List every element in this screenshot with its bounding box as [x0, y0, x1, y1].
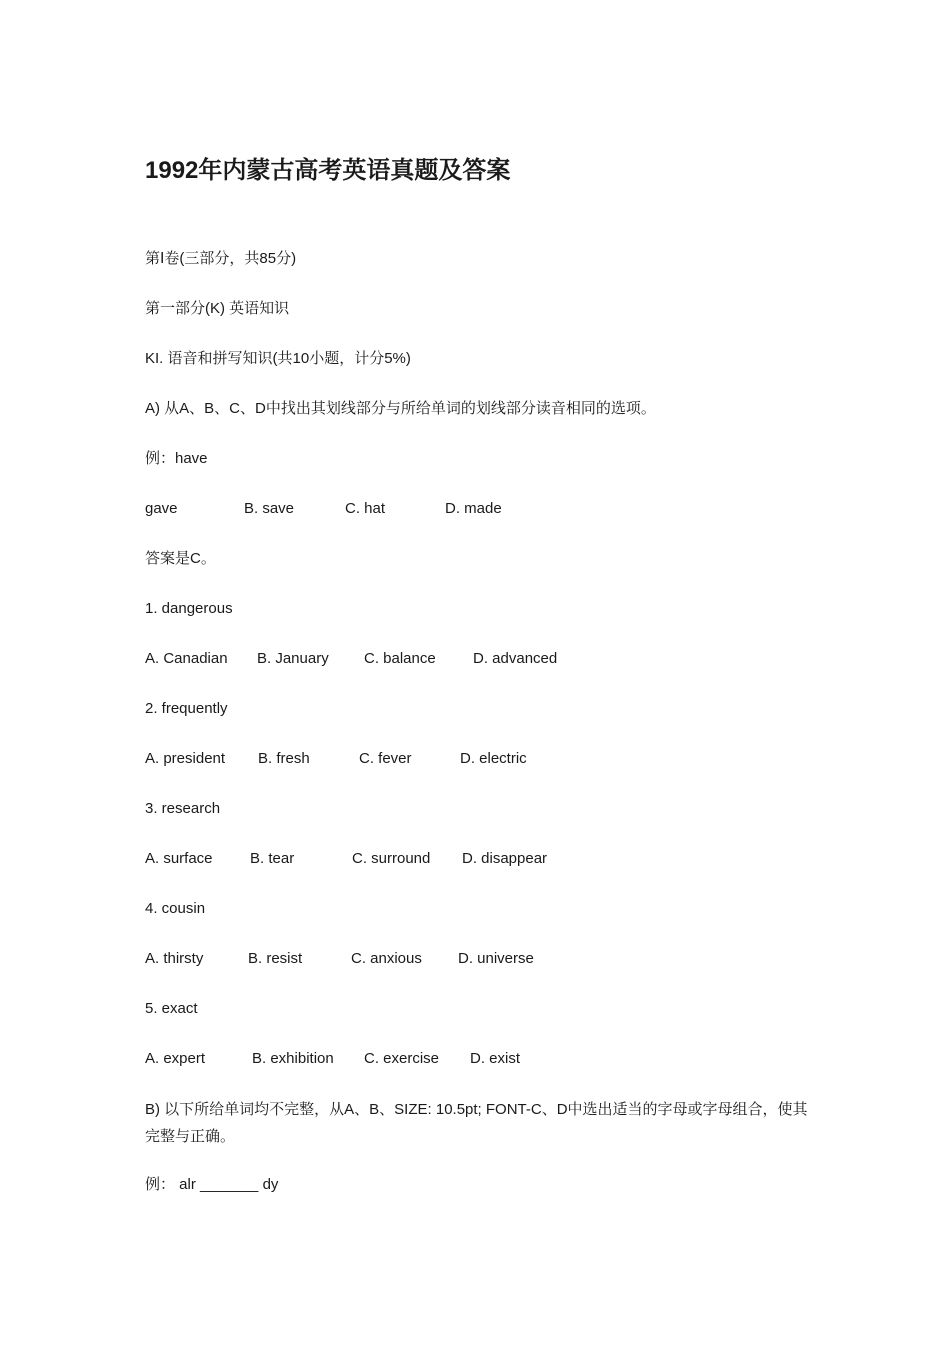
q3-option-b: B. tear [250, 850, 295, 867]
question-5: 5. exact [145, 1000, 198, 1017]
q1-option-d: D. advanced [473, 650, 558, 667]
section-heading: KI. 语音和拼写知识(共10小题，计分5%) [145, 350, 411, 367]
q2-option-d: D. electric [460, 750, 527, 767]
example-option-c: C. hat [345, 500, 386, 517]
q4-option-c: C. anxious [351, 950, 422, 967]
question-4: 4. cousin [145, 900, 206, 917]
q5-option-c: C. exercise [364, 1050, 440, 1067]
q5-option-d: D. exist [470, 1050, 521, 1067]
example-option-b: B. save [244, 500, 295, 517]
volume-heading: 第Ⅰ卷(三部分，共85分) [145, 250, 297, 267]
instruction-b: B) 以下所给单词均不完整，从A、B、SIZE: 10.5pt; FONT-C、D中选出适当的字母或字母组合，使其完整与正确。 [145, 1101, 808, 1145]
example-answer: 答案是C。 [145, 550, 216, 567]
q2-option-c: C. fever [359, 750, 412, 767]
page-title: 1992年内蒙古高考英语真题及答案 [145, 157, 511, 184]
instruction-a: A) 从A、B、C、D中找出其划线部分与所给单词的划线部分读音相同的选项。 [145, 400, 656, 417]
example-option-a: gave [145, 500, 178, 517]
example-word: 例：have [145, 450, 208, 467]
question-3: 3. research [145, 800, 221, 817]
q1-option-a: A. Canadian [145, 650, 228, 667]
q4-option-a: A. thirsty [145, 950, 204, 967]
q4-option-d: D. universe [458, 950, 534, 967]
q4-option-b: B. resist [248, 950, 303, 967]
q1-option-b: B. January [257, 650, 329, 667]
q5-option-a: A. expert [145, 1050, 206, 1067]
question-1: 1. dangerous [145, 600, 233, 617]
example-option-d: D. made [445, 500, 502, 517]
part-heading: 第一部分(K) 英语知识 [145, 300, 290, 317]
q3-option-d: D. disappear [462, 850, 548, 867]
q2-option-a: A. president [145, 750, 226, 767]
question-2: 2. frequently [145, 700, 228, 717]
q3-option-a: A. surface [145, 850, 213, 867]
q2-option-b: B. fresh [258, 750, 310, 767]
q3-option-c: C. surround [352, 850, 431, 867]
q1-option-c: C. balance [364, 650, 436, 667]
q5-option-b: B. exhibition [252, 1050, 334, 1067]
example-blank: 例： alr _______ dy [145, 1176, 279, 1193]
